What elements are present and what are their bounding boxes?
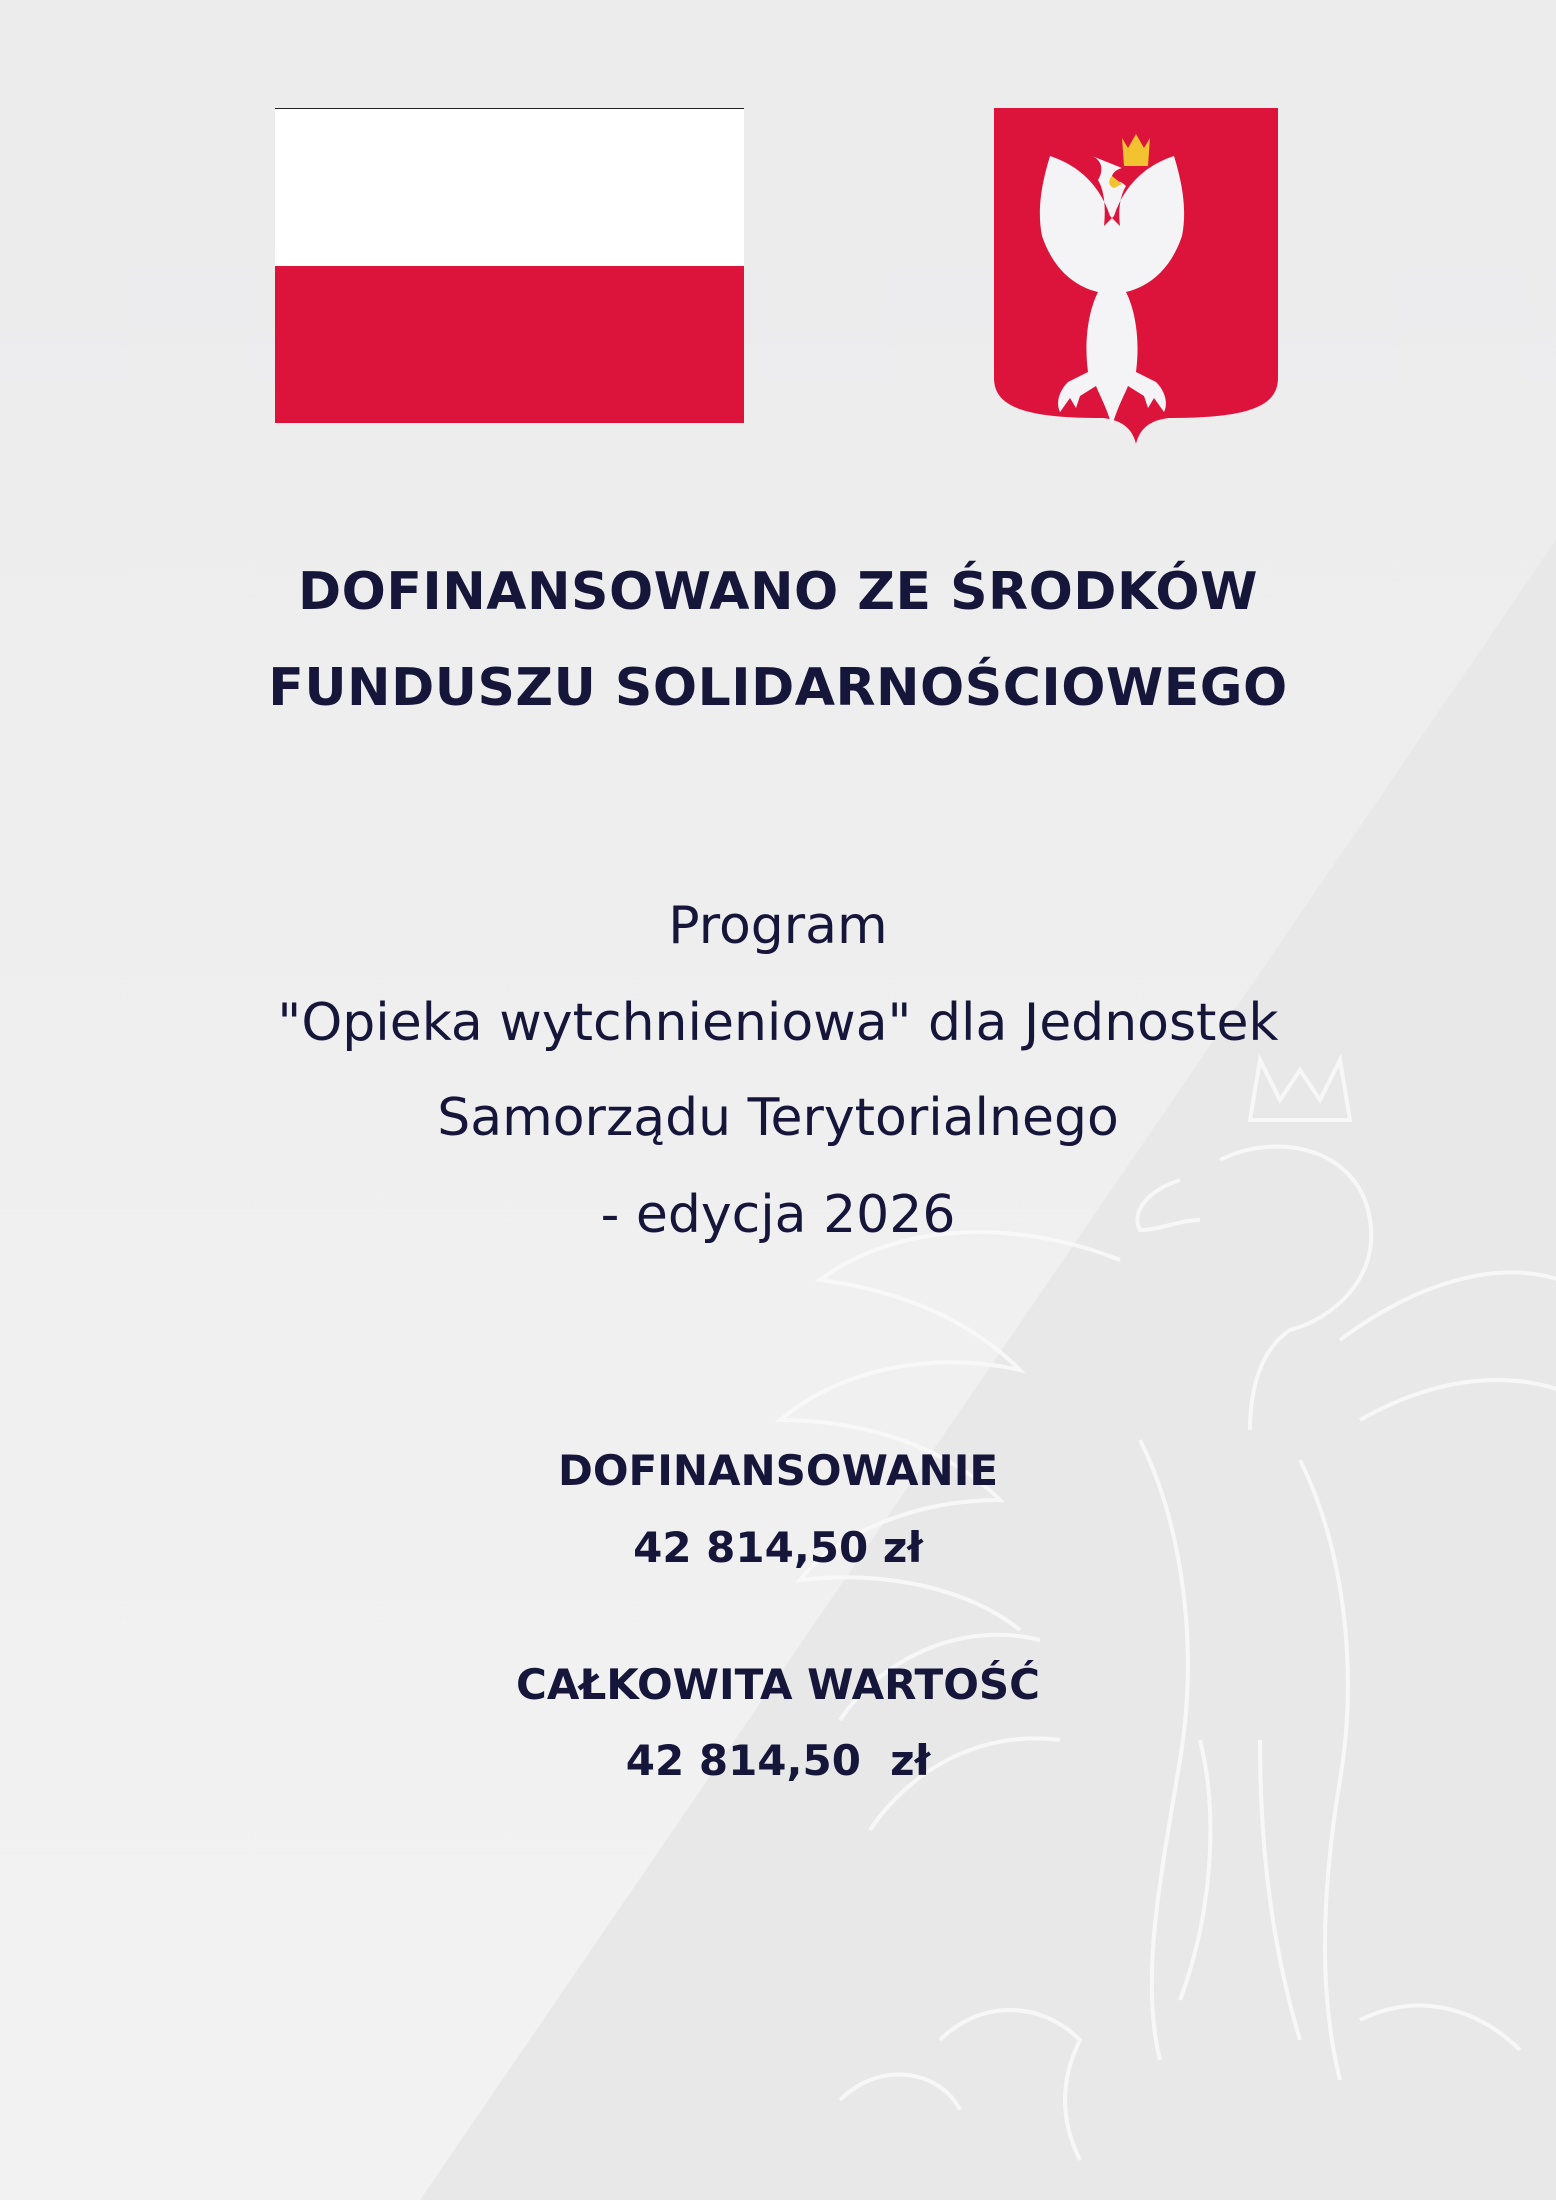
program-line-4: - edycja 2026 bbox=[600, 1185, 956, 1245]
program-line-3: Samorządu Terytorialnego bbox=[437, 1088, 1119, 1148]
flag-white-stripe bbox=[275, 109, 744, 266]
program-line-2: "Opieka wytchnieniowa" dla Jednostek bbox=[277, 993, 1279, 1053]
total-value-label: CAŁKOWITA WARTOŚĆ bbox=[516, 1660, 1040, 1709]
funding-value: 42 814,50 zł bbox=[633, 1523, 923, 1572]
title-line-2: FUNDUSZU SOLIDARNOŚCIOWEGO bbox=[268, 658, 1288, 718]
total-value-amount: 42 814,50 zł bbox=[625, 1736, 931, 1785]
poland-flag-icon bbox=[275, 108, 744, 423]
title-line-1: DOFINANSOWANO ZE ŚRODKÓW bbox=[298, 562, 1258, 622]
flag-red-stripe bbox=[275, 266, 744, 423]
program-line-1: Program bbox=[668, 896, 888, 956]
funding-label: DOFINANSOWANIE bbox=[557, 1446, 999, 1495]
poland-coat-of-arms-icon bbox=[994, 108, 1278, 444]
